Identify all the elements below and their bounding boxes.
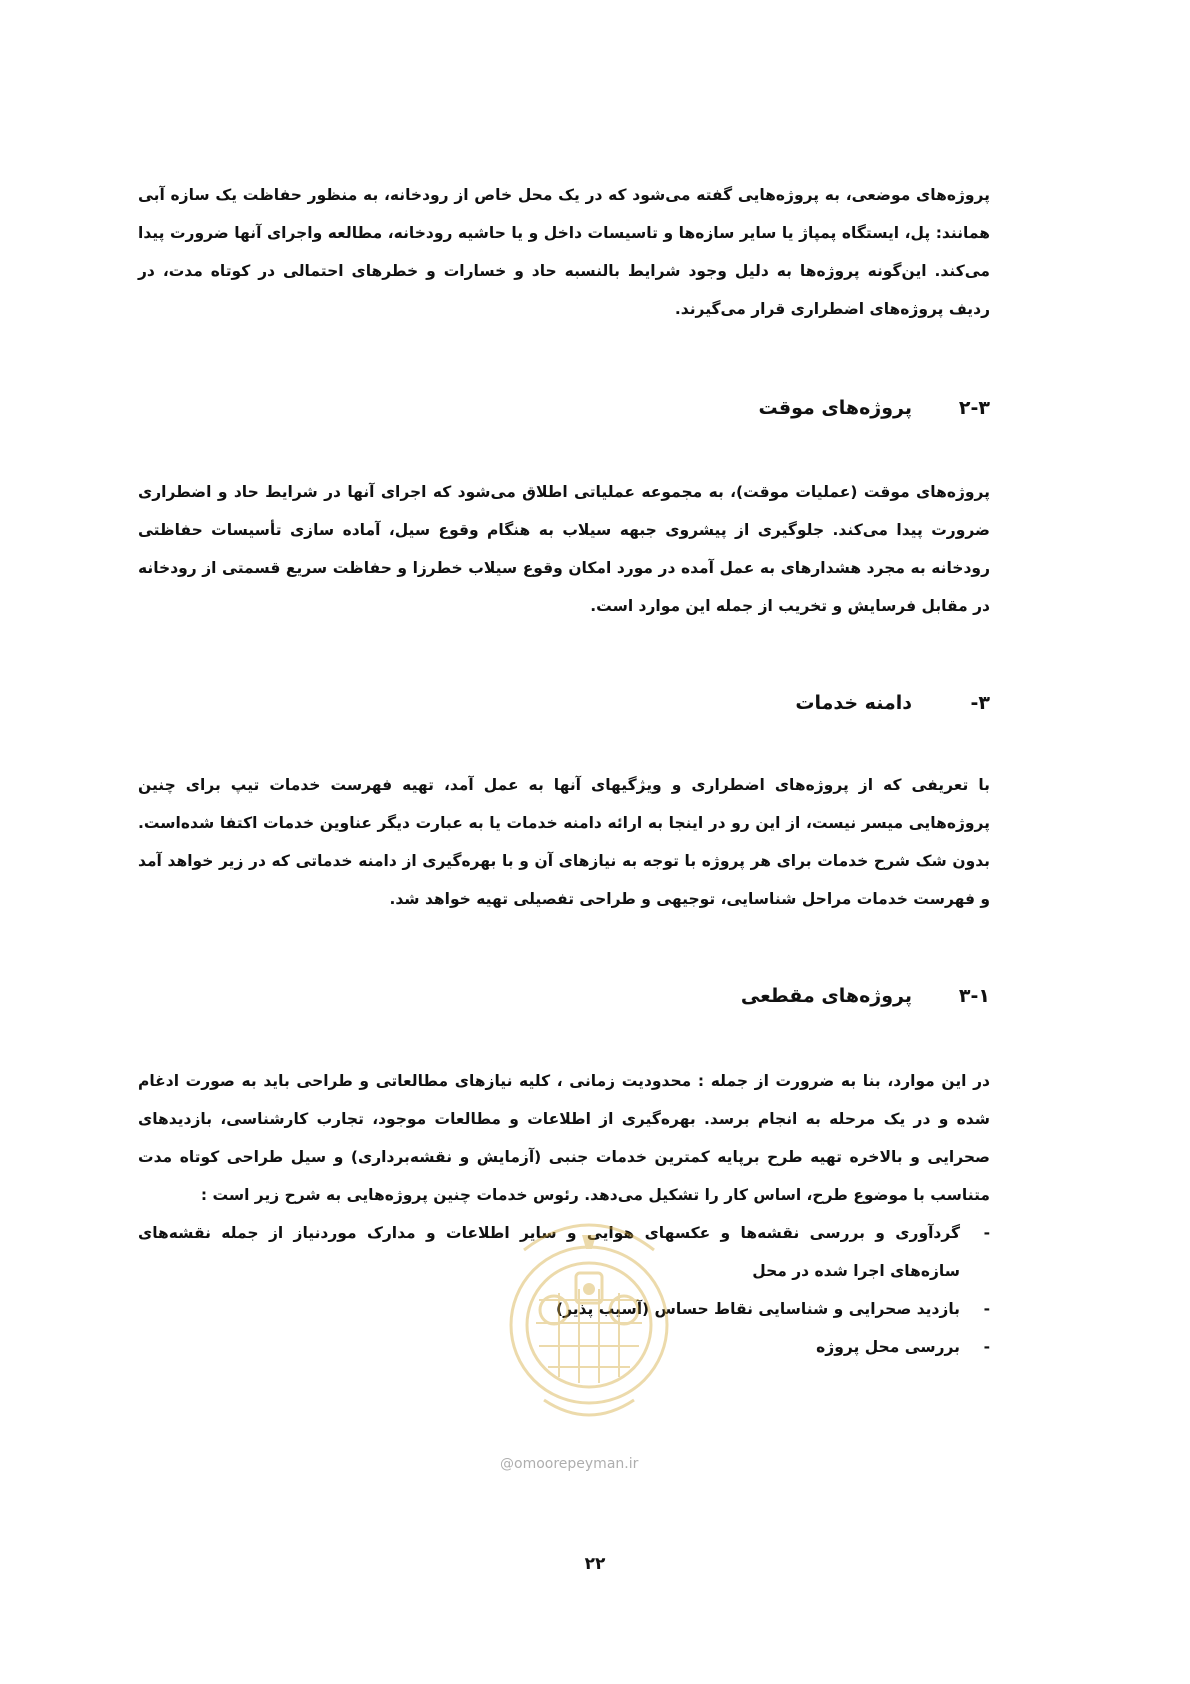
section-title: پروژه‌های مقطعی [740,985,912,1007]
paragraph-sectional-projects: در این موارد، بنا به ضرورت از جمله : محدودیت زمانی ، کلیه نیازهای مطالعاتی و طراحی باید به صورت ادغام شده و در یک مرحله به انجام برسد. بهره‌گیری از اطلاعات و مطالعات موجود، تجارب کارشناسی، بازدیدهای صحرایی و بالاخره تهیه طرح برپایه کمترین خدمات جنبی (آزمایش و نقشه‌برداری) و سیل طراحی کوتاه مدت متناسب با موضوع طرح، اساس کار را تشکیل می‌دهد. رئوس خدمات چنین پروژه‌هایی به شرح زیر است : [138,1072,990,1204]
list-item-text: بازدید صحرایی و شناسایی نقاط حساس (آسیب پذیر) [556,1300,960,1318]
list-item [138,1328,990,1366]
list-item-text: گردآوری و بررسی نقشه‌ها و عکسهای هوایی و سایر اطلاعات و مدارک موردنیاز از جمله نقشه‌های سازه‌های اجرا شده در محل [138,1224,960,1280]
bullet-dash: - [983,1338,990,1356]
section-number: ۳-۱ [958,985,990,1007]
paragraph-local-projects: پروژه‌های موضعی، به پروژه‌هایی گفته می‌شود که در یک محل خاص از رودخانه، به منظور حفاظت یک سازه آبی همانند: پل، ایستگاه پمپاژ یا سایر سازه‌ها و تاسیسات داخل و یا حاشیه رودخانه، مطالعه واجرای آنها ضرورت پیدا می‌کند. این‌گونه پروژه‌ها به دلیل وجود شرایط بالنسبه حاد و خسارات و خطرهای احتمالی در کوتاه مدت، در ردیف پروژه‌های اضطراری قرار می‌گیرند. [138,186,990,318]
list-item-text: بررسی محل پروژه [816,1338,960,1356]
paragraph-temporary-projects: پروژه‌های موقت (عملیات موقت)، به مجموعه عملیاتی اطلاق می‌شود که اجرای آنها در شرایط حاد و اضطراری ضرورت پیدا می‌کند. جلوگیری از پیشروی جبهه سیلاب به هنگام وقوع سیل، آماده سازی تأسیسات حفاظتی رودخانه به مجرد هشدارهای به عمل آمده در مورد امکان وقوع سیلاب خطرزا و حفاظت سریع قسمتی از رودخانه در مقابل فرسایش و تخریب از جمله این موارد است. [138,483,990,615]
list-item [138,1214,990,1290]
list-item [138,1290,990,1328]
page-number: ۲۲ [584,1554,606,1574]
section-title: پروژه‌های موقت [758,397,912,419]
section-number: ۲-۳ [958,397,990,419]
watermark-url: @omoorepeyman.ir [500,1456,639,1472]
section-number: ۳- [970,692,990,714]
document-page [138,0,990,1684]
bullet-dash: - [983,1300,990,1318]
paragraph-scope-of-services: با تعریفی که از پروژه‌های اضطراری و ویژگیهای آنها به عمل آمد، تهیه فهرست خدمات تیپ برای چنین پروژه‌هایی میسر نیست، از این رو در اینجا به ارائه دامنه خدمات یا به عبارت دیگر عناوین خدمات اکتفا شده‌است. بدون شک شرح خدمات برای هر پروژه با توجه به نیازهای آن و با بهره‌گیری از دامنه خدماتی که در زیر خواهد آمد و فهرست خدمات مراحل شناسایی، توجیهی و طراحی تفصیلی تهیه خواهد شد. [138,776,990,908]
section-heading-2-3 [138,390,990,426]
services-bullet-list [138,1214,990,1366]
section-heading-3 [138,685,990,721]
bullet-dash: - [983,1224,990,1242]
section-heading-3-1 [138,978,990,1014]
section-title: دامنه خدمات [795,692,912,714]
